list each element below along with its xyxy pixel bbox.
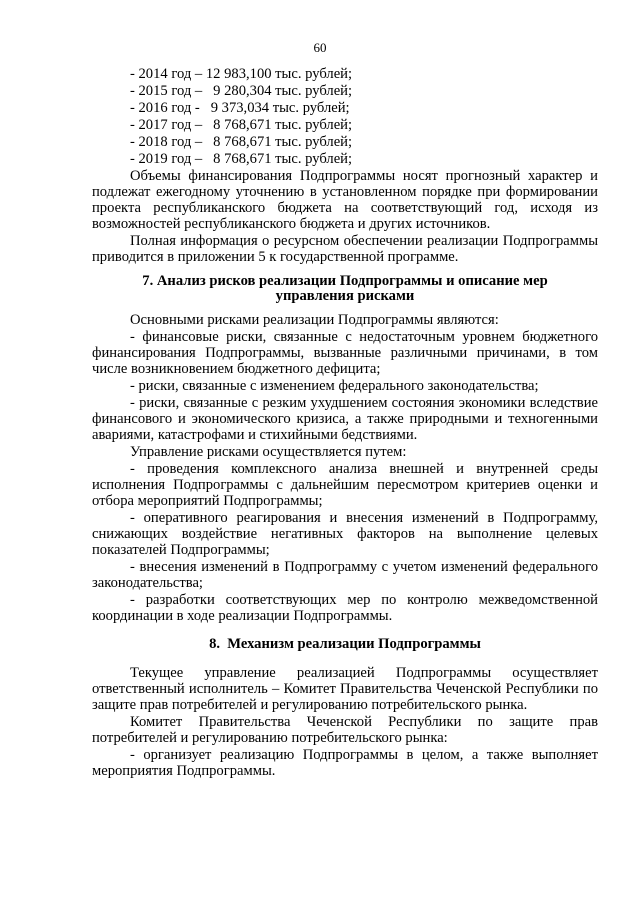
paragraph-risks-intro: Основными рисками реализации Подпрограммы являются: <box>130 312 499 328</box>
paragraph-risk-response: - оперативного реагирования и внесения изменений в Подпрограмму, снижающих воздействие негативных факторов на выполнение целевых показателей Подпрограммы; <box>92 510 598 558</box>
page-number: 60 <box>313 40 327 55</box>
paragraph-risk-legislation: - риски, связанные с изменением федерального законодательства; <box>130 378 539 394</box>
page-content <box>92 66 598 780</box>
paragraph-risk-management-intro: Управление рисками осуществляется путем: <box>130 444 407 460</box>
section-7-heading <box>92 274 598 304</box>
funding-year-2016: - 2016 год - 9 373,034 тыс. рублей; <box>130 100 350 116</box>
section-7-heading-line1: 7. Анализ рисков реализации Подпрограммы и описание мер <box>142 273 548 289</box>
funding-years-list <box>92 66 598 167</box>
paragraph-risk-financial: - финансовые риски, связанные с недостаточным уровнем бюджетного финансирования Подпрограммы, вызванные различными причинами, в том числе возникновением бюджетного дефицита; <box>92 329 598 377</box>
funding-year-2014: - 2014 год – 12 983,100 тыс. рублей; <box>130 66 353 82</box>
funding-year-2019: - 2019 год – 8 768,671 тыс. рублей; <box>130 151 353 167</box>
paragraph-risk-coordination: - разработки соответствующих мер по контролю межведомственной координации в ходе реализации Подпрограммы. <box>92 592 598 624</box>
funding-year-2015: - 2015 год – 9 280,304 тыс. рублей; <box>130 83 353 99</box>
funding-year-2017: - 2017 год – 8 768,671 тыс. рублей; <box>130 117 353 133</box>
paragraph-committee: Комитет Правительства Чеченской Республики по защите прав потребителей и регулированию потребительского рынка: <box>92 714 598 746</box>
funding-year-2018: - 2018 год – 8 768,671 тыс. рублей; <box>130 134 353 150</box>
paragraph-risk-analysis: - проведения комплексного анализа внешней и внутренней среды исполнения Подпрограммы с дальнейшим пересмотром критериев оценки и отбора мероприятий Подпрограммы; <box>92 461 598 509</box>
paragraph-funding-forecast: Объемы финансирования Подпрограммы носят прогнозный характер и подлежат ежегодному уточнению в установленном порядке при формировании проекта республиканского бюджета на соответствующий год, исходя из возможностей республиканского бюджета и других источников. <box>92 168 598 232</box>
paragraph-committee-duties: - организует реализацию Подпрограммы в целом, а также выполняет мероприятия Подпрограммы. <box>92 747 598 779</box>
section-7-heading-line2: управления рисками <box>275 288 415 304</box>
paragraph-risk-changes: - внесения изменений в Подпрограмму с учетом изменений федерального законодательства; <box>92 559 598 591</box>
paragraph-resource-info: Полная информация о ресурсном обеспечении реализации Подпрограммы приводится в приложении 5 к государственной программе. <box>92 233 598 265</box>
section-8-heading: 8. Механизм реализации Подпрограммы <box>209 636 481 652</box>
paragraph-risk-economic: - риски, связанные с резким ухудшением состояния экономики вследствие финансового и экономического кризиса, а также природными и техногенными авариями, катастрофами и стихийными бедствиями. <box>92 395 598 443</box>
paragraph-current-management: Текущее управление реализацией Подпрограммы осуществляет ответственный исполнитель – Комитет Правительства Чеченской Республики по защите прав потребителей и регулированию потребительского рынка. <box>92 665 598 713</box>
